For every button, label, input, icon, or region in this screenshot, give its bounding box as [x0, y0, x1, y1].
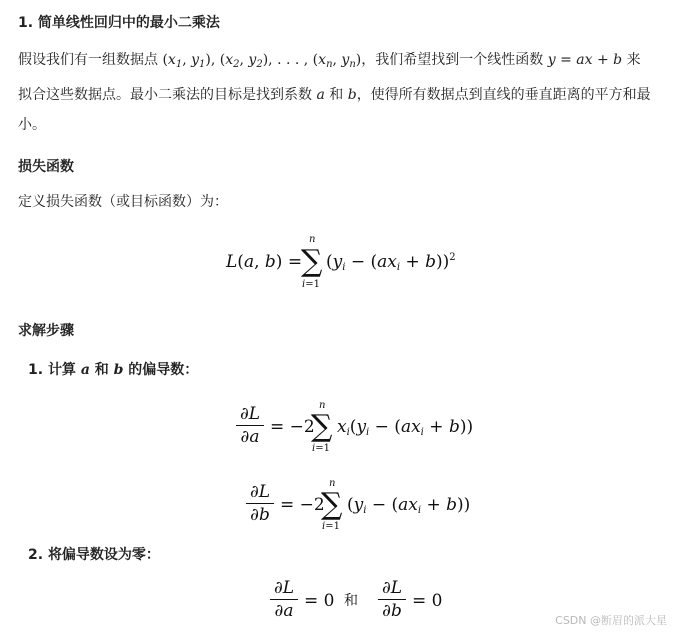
section-title: 1. 简单线性回归中的最小二乘法 — [18, 15, 220, 31]
partial-a-equation: ∂L ∂a = −2 n ∑ i=1 $x_i(y_i - (ax_i + b))$ — [236, 400, 476, 458]
watermark: CSDN @断眉的派大星 — [555, 614, 667, 627]
intro-line-1 — [18, 50, 641, 75]
steps-heading: 求解步骤 — [18, 323, 74, 339]
intro-text-1c: 来 — [622, 52, 641, 68]
step-1-number: 1. — [28, 362, 44, 378]
step-1-text-a: 计算 — [47, 362, 81, 378]
step-1-var-b: b — [113, 362, 124, 378]
step-2-number: 2. — [28, 547, 44, 563]
intro-text-2a: 拟合这些数据点。最小二乘法的目标是找到系数 — [18, 87, 317, 103]
intro-text-1b: ，我们希望找到一个线性函数 — [361, 52, 548, 68]
and-word: 和 — [344, 593, 358, 609]
step-1-var-a: a — [80, 362, 90, 378]
intro-line-2 — [18, 85, 651, 105]
coef-b: b — [347, 87, 357, 103]
zero-equations: ∂L ∂a = 0 和 ∂L ∂b = 0 — [270, 576, 470, 626]
intro-line-3: 小。 — [18, 117, 46, 133]
data-points-formula: ($x_1$, $y_1$), ($x_2$, $y_2$), . . . , ($x_n$, $y_n$) — [162, 52, 362, 70]
intro-text-2c: ，使得所有数据点到直线的垂直距离的平方和最 — [356, 87, 651, 103]
linear-function-formula: y = ax + b — [547, 52, 623, 68]
step-2 — [28, 545, 160, 565]
intro-text-2b: 和 — [324, 87, 348, 103]
loss-heading: 损失函数 — [18, 159, 74, 175]
coef-a: a — [316, 87, 325, 103]
step-1-text-b: 和 — [89, 362, 114, 378]
loss-text: 定义损失函数（或目标函数）为： — [18, 194, 228, 210]
partial-b-equation: ∂L ∂b = −2 n ∑ i=1 $(y_i - (ax_i + b))$ — [246, 478, 476, 536]
step-2-text: 将偏导数设为零： — [47, 547, 160, 563]
step-1-text-c: 的偏导数： — [123, 362, 199, 378]
intro-text-1a: 假设我们有一组数据点 — [18, 52, 163, 68]
loss-equation: L(a, b) = n ∑ i=1 $(y_i - (ax_i + b))^2$ — [226, 234, 456, 290]
step-1 — [28, 360, 198, 380]
